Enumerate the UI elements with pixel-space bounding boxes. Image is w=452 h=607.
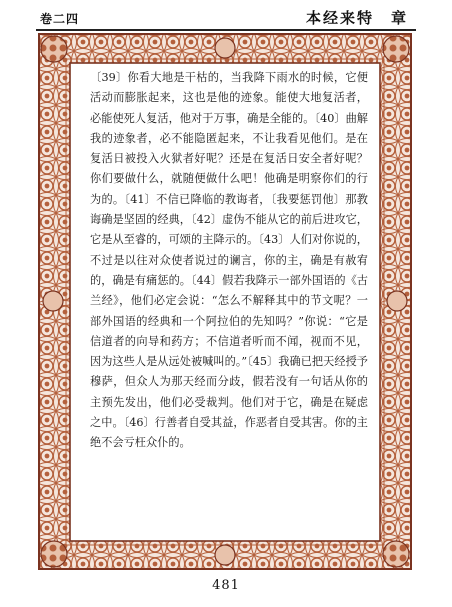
- chapter-title: 本经来特 章: [305, 9, 408, 27]
- body-text: [90, 68, 368, 454]
- verse-paragraph: 〔39〕你看大地是干枯的，当我降下雨水的时候，它便活动而膨胀起来，这也是他的迹象。能使大地复活者，必能使死人复活，他对于万事，确是全能的。〔40〕曲解我的迹象者，必不能隐匿起来，不让我看见他们。是在复活日被投入火狱者好呢？还是在复活日安全者好呢？你们要做什么，就随便做什么吧！他确是明察你们的行为的。〔41〕不信已降临的教诲者，〔我要惩罚他〕那教诲确是坚固的经典，〔42〕虚伪不能从它的前后进攻它，它是从至睿的，可颂的主降示的。〔43〕人们对你说的，不过是以往对众使者说过的谰言，你的主，确是有赦宥的，确是有痛惩的。〔44〕假若我降示一部外国语的《古兰经》，他们必定会说：“怎么不解释其中的节文呢？一部外国语的经典和一个阿拉伯的先知吗？”你说：“它是信道者的向导和药方；不信道者听而不闻，视而不见，因为这些人是从远处被喊叫的。”〔45〕我确已把天经授予穆萨，但众人为那天经而分歧，假若没有一句话从你的主预先发出，他们必受裁判。他们对于它，确是在疑虑之中。〔46〕行善者自受其益，作恶者自受其害。你的主绝不会亏枉众仆的。: [90, 71, 368, 450]
- section-label: 卷二四: [40, 12, 80, 26]
- page-number: 481: [212, 578, 240, 593]
- page-header: [0, 6, 452, 28]
- header-rule: [36, 29, 416, 31]
